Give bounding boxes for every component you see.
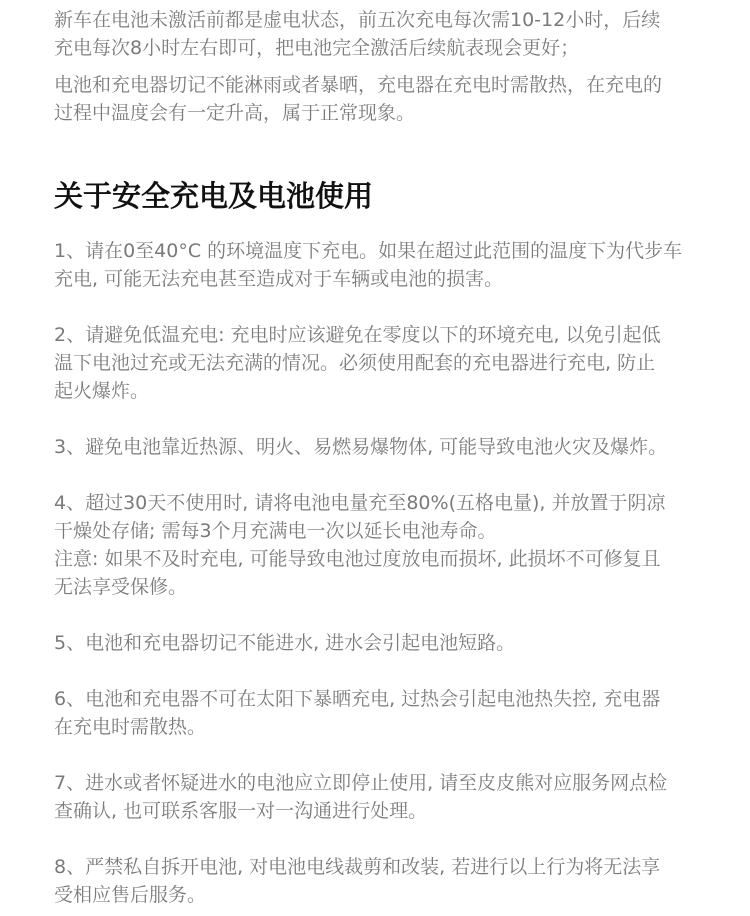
tip-item-4: 4、超过30天不使用时, 请将电池电量充至80%(五格电量), 并放置于阴凉 干燥处存储; 需每3个月充满电一次以延长电池寿命。 注意: 如果不及时充电, 可能导致电池过度放电而损坏, 此损坏不可修复且 无法享受保修。 [54,492,666,598]
intro-paragraph-activation: 新车在电池未激活前都是虚电状态，前五次充电每次需10-12小时，后续 充电每次8小时左右即可，把电池完全激活后续航表现会更好； [54,9,661,59]
tip-item-3: 3、避免电池靠近热源、明火、易燃易爆物体, 可能导致电池火灾及爆炸。 [54,436,668,458]
intro-paragraph-weather: 电池和充电器切记不能淋雨或者暴晒，充电器在充电时需散热，在充电的 过程中温度会有一定升高，属于正常现象。 [54,74,663,124]
section-title: 关于安全充电及电池使用 [54,179,374,213]
tip-item-8: 8、严禁私自拆开电池, 对电池电线裁剪和改装, 若进行以上行为将无法享 受相应售后服务。 [54,856,661,906]
tip-item-2: 2、请避免低温充电: 充电时应该避免在零度以下的环境充电, 以免引起低 温下电池过充或无法充满的情况。必须使用配套的充电器进行充电, 防止 起火爆炸。 [54,324,661,402]
tip-item-1: 1、请在0至40°C 的环境温度下充电。如果在超过此范围的温度下为代步车 充电, 可能无法充电甚至造成对于车辆或电池的损害。 [54,240,683,290]
tip-item-5: 5、电池和充电器切记不能进水, 进水会引起电池短路。 [54,632,516,654]
tip-item-7: 7、进水或者怀疑进水的电池应立即停止使用, 请至皮皮熊对应服务网点检 查确认, 也可联系客服一对一沟通进行处理。 [54,772,668,822]
tip-item-6: 6、电池和充电器不可在太阳下暴晒充电, 过热会引起电池热失控, 充电器 在充电时需散热。 [54,688,661,738]
